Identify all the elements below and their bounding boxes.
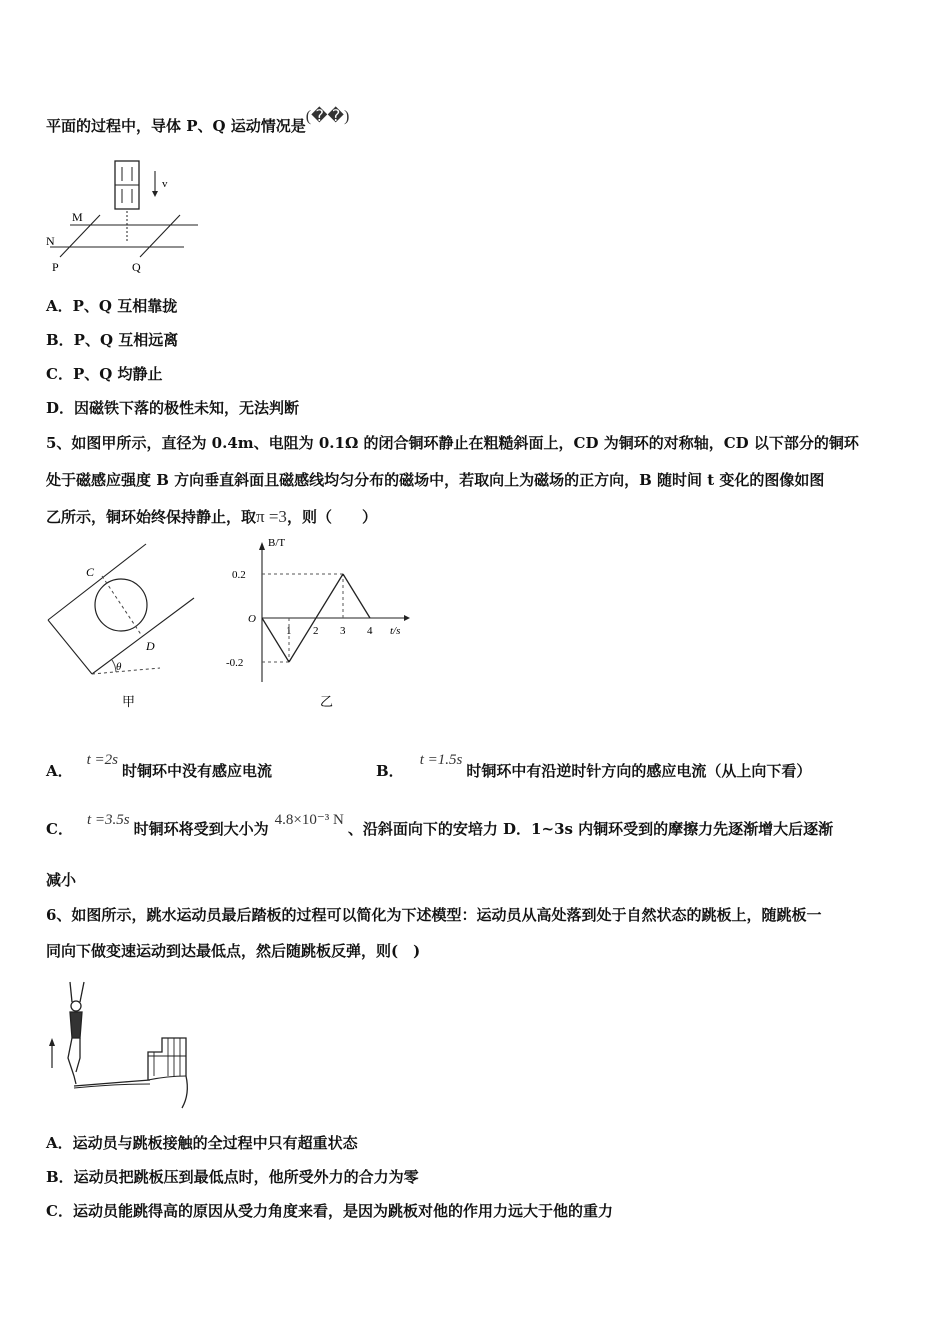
q5-c-time: t =3.5s [86, 812, 130, 828]
q6-option-b: B．运动员把跳板压到最低点时，他所受外力的合力为零 [46, 1168, 419, 1186]
label-c: C [86, 565, 95, 579]
q4-stem-tail [46, 108, 350, 136]
q5-stem-line-3: 乙所示，铜环始终保持静止，取π =3，则（ ） [46, 507, 377, 526]
label-m: M [72, 210, 83, 224]
conductor-q [140, 215, 180, 257]
q6-stem-line-1: 6、如图所示，跳水运动员最后踏板的过程可以简化为下述模型：运动员从高处落到处于自然状态的跳板上，随跳板一 [46, 906, 822, 924]
q5-figure-jia [42, 538, 202, 710]
q5-stem-line-2: 处于磁感应强度 B 方向垂直斜面且磁感线均匀分布的磁场中，若取向上为磁场的正方向，B 随时间 t 变化的图像如图 [46, 471, 825, 489]
q4-stem-text: 平面的过程中，导体 P、Q 运动情况是 [46, 117, 306, 135]
pi-value: π =3 [256, 507, 287, 526]
velocity-label: v [162, 178, 168, 190]
incline-top-edge [48, 544, 146, 620]
q6-option-a: A．运动员与跳板接触的全过程中只有超重状态 [46, 1134, 358, 1152]
q4-magnet-rails-figure [44, 155, 204, 277]
label-d: D [146, 639, 155, 653]
origin-label: O [248, 613, 256, 625]
copper-ring [95, 579, 147, 631]
incline-bottom-edge [92, 598, 194, 674]
caption-jia: 甲 [122, 694, 136, 709]
x-tick-1: 1 [286, 625, 292, 637]
q5-option-b: B．t =1.5s时铜环中有沿逆时针方向的感应电流（从上向下看） [376, 752, 812, 780]
x-tick-4: 4 [367, 625, 373, 637]
q5-stem-line-1: 5、如图甲所示，直径为 0.4m、电阻为 0.1Ω 的闭合铜环静止在粗糙斜面上，CD 为铜环的对称轴，CD 以下部分的铜环 [46, 434, 859, 452]
q5-b-time: t =1.5s [419, 752, 463, 768]
y-axis-arrow [259, 542, 265, 550]
bt-segment-3 [343, 574, 370, 618]
q5-figure-yi-bt-graph [222, 532, 412, 710]
q4-option-d: D．因磁铁下落的极性未知，无法判断 [46, 399, 300, 417]
q4-option-b: B．P、Q 互相远离 [46, 331, 179, 349]
bt-segment-1 [262, 618, 289, 662]
q5-option-d-continued: 减小 [46, 871, 77, 889]
diver-figure [68, 982, 84, 1084]
x-tick-2: 2 [313, 625, 319, 637]
x-tick-3: 3 [340, 625, 346, 637]
y-tick-neg-0.2: -0.2 [226, 657, 244, 669]
label-p: P [52, 260, 59, 274]
q6-stem-line-2: 同向下做变速运动到达最低点，然后随跳板反弹，则( ) [46, 942, 421, 960]
q5-option-c-d: C． t =3.5s 时铜环将受到大小为 4.8×10⁻³ N 、沿斜面向下的安培力 D．1~3s 内铜环受到的摩擦力先逐渐增大后逐渐 [46, 812, 834, 838]
q4-answer-paren: (��) [305, 108, 350, 125]
label-theta: θ [116, 661, 122, 673]
q6-diver-springboard-figure [44, 976, 194, 1112]
y-tick-0.2: 0.2 [232, 569, 246, 581]
q5-a-time: t =2s [86, 752, 119, 768]
q4-option-c: C．P、Q 均静止 [46, 365, 163, 383]
y-axis-label: B/T [268, 537, 286, 549]
x-axis-label: t/s [390, 625, 401, 637]
q4-option-a: A．P、Q 互相靠拢 [46, 297, 178, 315]
label-n: N [46, 234, 55, 248]
x-axis-arrow [404, 615, 410, 621]
caption-yi: 乙 [320, 694, 334, 709]
label-q: Q [132, 260, 141, 274]
incline-left-edge [48, 620, 92, 674]
q5-option-a: A．t =2s时铜环中没有感应电流 [46, 752, 273, 780]
q5-c-force: 4.8×10⁻³ N [274, 812, 344, 828]
q6-option-c: C．运动员能跳得高的原因从受力角度来看，是因为跳板对他的作用力远大于他的重力 [46, 1202, 613, 1220]
horizontal-dashed [92, 668, 160, 674]
